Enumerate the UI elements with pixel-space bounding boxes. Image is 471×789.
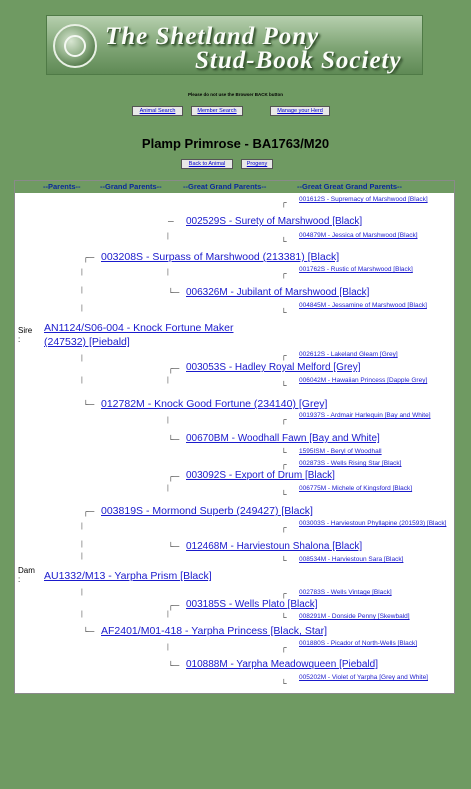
branch-connector: ┌─	[168, 364, 180, 373]
branch-connector: |	[81, 541, 83, 548]
branch-connector: |	[167, 611, 169, 618]
branch-connector: └	[281, 237, 287, 246]
ggg-parent-link[interactable]: 002783S - Wells Vintage [Black]	[299, 589, 392, 596]
branch-connector: └─	[168, 542, 180, 551]
ggg-parent-link[interactable]: 006775M - Michele of Kingsford [Black]	[299, 485, 413, 492]
branch-connector: └─	[168, 661, 180, 670]
branch-connector: ┌	[281, 460, 287, 469]
branch-connector: ┌	[281, 198, 287, 207]
branch-connector: |	[81, 269, 83, 276]
ggg-parent-link[interactable]: 008534M - Harviestoun Sara [Black]	[299, 556, 404, 563]
branch-connector: ┌	[281, 351, 287, 360]
society-seal-icon	[53, 24, 97, 68]
manage-herd-button[interactable]: Manage your Herd	[270, 106, 330, 116]
grand-parent-link[interactable]: 012782M - Knock Good Fortune (234140) [Grey]	[101, 398, 328, 410]
branch-connector: ┌	[281, 523, 287, 532]
great-grand-parent-link[interactable]: 002529S - Surety of Marshwood [Black]	[186, 216, 363, 227]
branch-connector: ┌	[281, 415, 287, 424]
ggg-parent-link[interactable]: 1595ISM - Beryl of Woodhall	[299, 448, 382, 455]
branch-connector: └	[281, 556, 287, 565]
branch-connector: |	[81, 355, 83, 362]
branch-connector: └	[281, 308, 287, 317]
great-grand-parent-link[interactable]: 003092S - Export of Drum [Black]	[186, 470, 335, 481]
branch-connector: |	[167, 417, 169, 424]
dam-role-label: Dam :	[18, 566, 35, 584]
back-button-notice: Please do not use the Browser BACK button	[187, 92, 283, 97]
branch-connector: |	[81, 305, 83, 312]
branch-connector: └─	[168, 288, 180, 297]
branch-connector: |	[81, 287, 83, 294]
ggg-parent-link[interactable]: 005202M - Violet of Yarpha [Grey and White]	[299, 674, 428, 681]
ggg-parent-link[interactable]: 001880S - Picador of North-Wells [Black]	[299, 640, 418, 647]
branch-connector: |	[81, 523, 83, 530]
sire-link[interactable]: AN1124/S06-004 - Knock Fortune Maker	[44, 322, 234, 334]
branch-connector: └─	[168, 435, 180, 444]
progeny-button[interactable]: Progeny	[241, 159, 273, 169]
ggg-parent-link[interactable]: 008291M - Donside Penny [Skewbald]	[299, 613, 410, 620]
great-grand-parent-link[interactable]: 003053S - Hadley Royal Melford [Grey]	[186, 362, 361, 373]
great-grand-parent-link[interactable]: 006326M - Jubilant of Marshwood [Black]	[186, 287, 370, 298]
ggg-parent-link[interactable]: 002873S - Wells Rising Star [Black]	[299, 460, 402, 467]
ggg-parent-link[interactable]: 001612S - Supremacy of Marshwood [Black]	[299, 196, 428, 203]
branch-connector: └	[281, 490, 287, 499]
back-to-animal-button[interactable]: Back to Animal	[181, 159, 233, 169]
col-parents: --Parents--	[43, 182, 81, 191]
site-banner	[46, 15, 423, 75]
site-title-line2: Stud-Book Society	[195, 47, 402, 74]
ggg-parent-link[interactable]: 002612S - Lakeland Gleam [Grey]	[299, 351, 398, 358]
branch-connector: ┌─	[83, 253, 95, 262]
branch-connector: ┌	[281, 269, 287, 278]
page-title: Plamp Primrose - BA1763/M20	[141, 136, 330, 151]
branch-connector: ┌	[281, 643, 287, 652]
branch-connector: └	[281, 448, 287, 457]
col-great-grand-parents: --Great Grand Parents--	[183, 182, 267, 191]
branch-connector: |	[167, 644, 169, 651]
branch-connector: |	[167, 377, 169, 384]
ggg-parent-link[interactable]: 001762S - Rustic of Marshwood [Black]	[299, 266, 413, 273]
ggg-parent-link[interactable]: 004845M - Jessamine of Marshwood [Black]	[299, 302, 427, 309]
sire-link-continued[interactable]: (247532) [Piebald]	[44, 336, 130, 348]
pedigree-header-row	[15, 181, 454, 193]
col-grand-parents: --Grand Parents--	[100, 182, 162, 191]
branch-connector: └	[281, 679, 287, 688]
branch-connector: |	[167, 485, 169, 492]
branch-connector: |	[167, 233, 169, 240]
grand-parent-link[interactable]: 003819S - Mormond Superb (249427) [Black]	[101, 505, 313, 517]
grand-parent-link[interactable]: AF2401/M01-418 - Yarpha Princess [Black, Star]	[101, 625, 328, 637]
dam-link[interactable]: AU1332/M13 - Yarpha Prism [Black]	[44, 570, 212, 582]
branch-connector: └	[281, 381, 287, 390]
branch-connector: └─	[83, 400, 95, 409]
branch-connector: └─	[83, 627, 95, 636]
ggg-parent-link[interactable]: 006042M - Hawaiian Princess [Dapple Grey]	[299, 377, 428, 384]
grand-parent-link[interactable]: 003208S - Surpass of Marshwood (213381) [Black]	[101, 251, 340, 263]
branch-connector: ─	[168, 217, 174, 226]
pedigree-panel	[14, 180, 455, 694]
branch-connector: ┌─	[83, 507, 95, 516]
branch-connector: └	[281, 613, 287, 622]
ggg-parent-link[interactable]: 003003S - Harviestoun Phyllapine (201593) [Black]	[299, 520, 447, 527]
site-title-line1: The Shetland Pony	[105, 23, 320, 50]
great-grand-parent-link[interactable]: 00670BM - Woodhall Fawn [Bay and White]	[186, 433, 380, 444]
branch-connector: |	[81, 589, 83, 596]
branch-connector: |	[167, 269, 169, 276]
great-grand-parent-link[interactable]: 010888M - Yarpha Meadowqueen [Piebald]	[186, 659, 378, 670]
branch-connector: |	[81, 611, 83, 618]
branch-connector: |	[81, 377, 83, 384]
sire-role-label: Sire :	[18, 326, 33, 344]
great-grand-parent-link[interactable]: 003185S - Wells Plato [Black]	[186, 599, 318, 610]
ggg-parent-link[interactable]: 004879M - Jessica of Marshwood [Black]	[299, 232, 418, 239]
animal-search-button[interactable]: Animal Search	[132, 106, 183, 116]
great-grand-parent-link[interactable]: 012468M - Harviestoun Shalona [Black]	[186, 541, 363, 552]
ggg-parent-link[interactable]: 001937S - Ardmair Harlequin [Bay and White]	[299, 412, 431, 419]
branch-connector: ┌─	[168, 472, 180, 481]
branch-connector: ┌	[281, 589, 287, 598]
branch-connector: ┌─	[168, 601, 180, 610]
branch-connector: |	[81, 553, 83, 560]
member-search-button[interactable]: Member Search	[191, 106, 243, 116]
col-great-great-grand-parents: --Great Great Grand Parents--	[297, 182, 403, 191]
